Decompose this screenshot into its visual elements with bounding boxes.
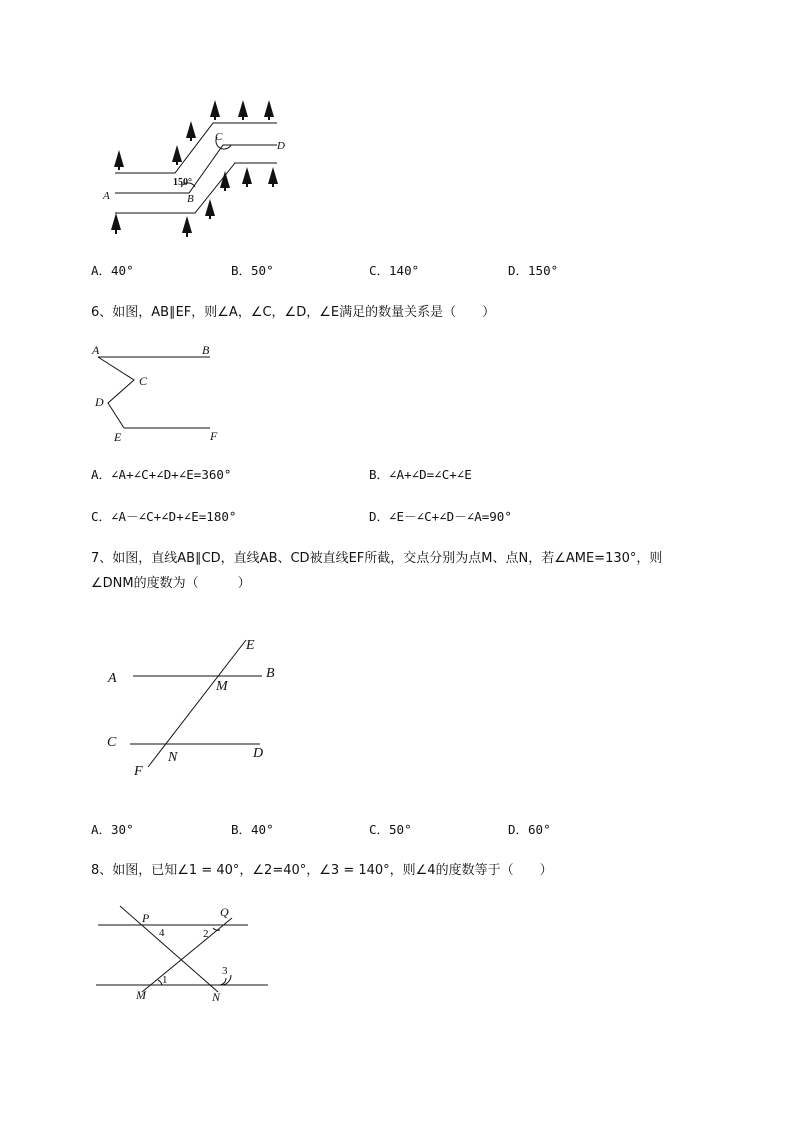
q7-label-b: B [266, 666, 275, 681]
q7-option-a[interactable]: A．30° [91, 822, 134, 837]
q5-option-c[interactable]: C．140° [369, 263, 420, 278]
q5-label-d: D [277, 140, 285, 152]
q6-option-d[interactable]: D．∠E－∠C+∠D－∠A=90° [369, 509, 512, 524]
q5-figure [95, 95, 295, 245]
q5-label-b: B [187, 193, 194, 205]
q7-label-f: F [134, 764, 143, 779]
q8-figure [92, 900, 277, 1005]
q5-label-a: A [103, 190, 110, 202]
q6-label-e: E [114, 430, 122, 444]
q8-angle-1: 1 [162, 974, 168, 986]
q8-label-p: P [142, 911, 150, 925]
q7-label-d: D [253, 746, 264, 761]
q7-label-m: M [216, 679, 228, 694]
q8-angle-4: 4 [159, 927, 165, 939]
q8-stem: 8、如图，已知∠1 = 40°，∠2=40°，∠3 = 140°，则∠4的度数等于（ ） [91, 863, 553, 878]
q6-stem: 6、如图，AB∥EF，则∠A，∠C，∠D，∠E满足的数量关系是（ ） [91, 305, 496, 320]
tree-icons [111, 100, 278, 237]
q6-figure [88, 340, 228, 445]
q6-label-c: C [139, 374, 148, 388]
q7-stem-line1: 7、如图，直线AB∥CD，直线AB、CD被直线EF所截，交点分别为点M、点N，若∠AME=130°，则 [91, 551, 663, 566]
q7-option-d[interactable]: D．60° [508, 822, 551, 837]
q5-option-b[interactable]: B．50° [231, 263, 274, 278]
q6-option-b[interactable]: B．∠A+∠D=∠C+∠E [369, 467, 472, 482]
q7-label-n: N [168, 750, 178, 765]
q6-label-b: B [202, 343, 210, 357]
q7-option-b[interactable]: B．40° [231, 822, 274, 837]
q5-option-a[interactable]: A．40° [91, 263, 134, 278]
q8-angle-2: 2 [203, 928, 209, 940]
q8-label-q: Q [220, 905, 229, 919]
q6-option-a[interactable]: A．∠A+∠C+∠D+∠E=360° [91, 467, 232, 482]
q7-figure [100, 632, 290, 782]
q7-label-a: A [108, 671, 117, 686]
q6-option-c[interactable]: C．∠A－∠C+∠D+∠E=180° [91, 509, 237, 524]
q5-label-c: C [215, 131, 223, 143]
q5-angle-label: 150° [173, 177, 192, 188]
q8-label-m: M [136, 988, 146, 1002]
q6-label-d: D [95, 395, 104, 409]
q7-label-e: E [246, 638, 255, 653]
q7-label-c: C [107, 735, 117, 750]
q8-angle-3: 3 [222, 965, 228, 977]
q7-stem-line2: ∠DNM的度数为（ ） [91, 576, 251, 591]
q7-option-c[interactable]: C．50° [369, 822, 412, 837]
q8-label-n: N [212, 990, 221, 1004]
q6-label-a: A [92, 343, 100, 357]
q5-option-d[interactable]: D．150° [508, 263, 559, 278]
q6-label-f: F [210, 429, 218, 443]
